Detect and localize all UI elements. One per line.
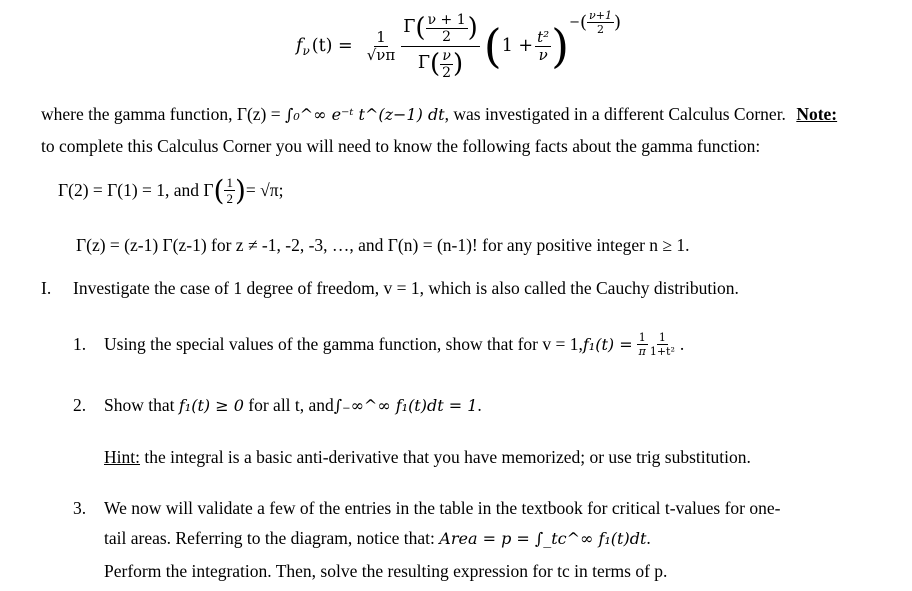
item-3-number: 3. — [73, 498, 87, 518]
formula-lhs-arg: (t) = — [311, 36, 353, 56]
item-1-f2-den: 1+t² — [649, 344, 675, 358]
item-1-text-a: Using the special values of the gamma function, show that for v = 1, — [104, 333, 583, 354]
gamma-integral-expr: ∫₀^∞ e⁻ᵗ t^(z−1) dt — [285, 105, 445, 124]
gamma-fact-2: Γ(z) = (z-1) Γ(z-1) for z ≠ -1, -2, -3, …, and Γ(n) = (n-1)! for any positive integer n ≥ 1. — [76, 235, 690, 255]
t-squared-over-nu — [535, 27, 551, 64]
item-1-math: f₁(t) = — [582, 334, 633, 354]
fact1-text-a: Γ(2) = Γ(1) = 1, and Γ — [58, 180, 214, 200]
coef-denominator: √νπ — [366, 45, 396, 64]
item-3-line2-a: tail areas. Referring to the diagram, notice that: — [104, 528, 440, 548]
exp-den: 2 — [597, 23, 604, 36]
gamma-symbol-bottom: Γ — [417, 53, 430, 74]
para1-line2: to complete this Calculus Corner you will need to know the following facts about the gamma function: — [41, 136, 761, 156]
item-2-number: 2. — [73, 395, 87, 415]
t2-den: ν — [538, 45, 548, 64]
hint-label: Hint: — [104, 447, 140, 467]
exp-num: ν+1 — [589, 9, 612, 22]
item-3-line1: We now will validate a few of the entries in the table in the textbook for critical t-values for one- — [104, 498, 781, 518]
gamma-bot-den: 2 — [442, 64, 452, 81]
fact1-frac-den: 2 — [226, 191, 233, 206]
note-label: Note: — [796, 104, 838, 124]
item-2-text-b: for all t, and — [243, 395, 334, 415]
coef-numerator: 1 — [376, 27, 386, 46]
item-3-math: Area = p = ∫_tc^∞ f₁(t)dt — [439, 529, 647, 548]
formula-exponent: − ( $\frac{\nu+1}{2}$ ) — [569, 9, 621, 36]
t2-num: t² — [537, 27, 550, 46]
gamma-fact-1: Γ(2) = Γ(1) = 1, and Γ ( $\frac{1}{2}$ ) = √π; — [58, 173, 284, 207]
item-2-text-a: Show that — [104, 395, 179, 415]
exp-sign: − — [569, 15, 581, 30]
item-1-text — [104, 326, 684, 362]
para1-text-a: where the gamma function, Γ(z) = — [41, 104, 285, 124]
formula-one-plus: 1 + — [501, 36, 534, 56]
hint-text: the integral is a basic anti-derivative that you have memorized; or use trig substitution. — [139, 447, 751, 467]
item-3-tail: . — [646, 528, 651, 548]
student-t-density-formula: f ν (t) = $\frac{1}{√\nu\pi}$ Γ ( $\frac{\nu + 1}{2}$ ) Γ ( $\frac{\nu}{2}$ ) ( 1 + $\frac{\text{t²}}{\nu}$ ) − ( $\frac{\nu+1}{2}$ ) — [296, 9, 621, 81]
item-1-f1-den: π — [638, 344, 646, 358]
item-2-math-b: ∫₋∞^∞ f₁(t)dt = 1 — [333, 396, 478, 415]
item-2-math-a: f₁(t) ≥ 0 — [178, 396, 244, 415]
gamma-top-num: ν + 1 — [427, 11, 466, 28]
fact1-text-b: = √π; — [245, 180, 284, 200]
item-2-hint — [104, 447, 751, 468]
section-text: Investigate the case of 1 degree of freedom, v = 1, which is also called the Cauchy distribution. — [73, 278, 739, 298]
gamma-ratio: Γ ( $\frac{\nu + 1}{2}$ ) Γ ( $\frac{\nu}{2}$ ) — [403, 11, 478, 81]
gamma-top-den: 2 — [442, 28, 452, 45]
gamma-symbol-top: Γ — [403, 17, 416, 38]
gamma-bot-num: ν — [442, 47, 451, 64]
item-1-f1-num: 1 — [638, 330, 646, 344]
item-2-text — [104, 395, 482, 416]
item-1-tail: . — [679, 333, 685, 354]
formula-lhs: f — [296, 36, 303, 56]
formula-coefficient — [365, 27, 398, 64]
item-1-number: 1. — [73, 334, 87, 354]
section-numeral: I. — [41, 278, 52, 298]
gamma-definition-line — [41, 104, 837, 125]
item-2-tail: . — [477, 395, 482, 415]
formula-lhs-sub: ν — [302, 44, 310, 58]
item-1-f2-num: 1 — [658, 330, 666, 344]
para1-text-b: , was investigated in a different Calculus Corner. — [444, 104, 786, 124]
item-3-line2 — [104, 528, 651, 549]
fact1-frac-num: 1 — [226, 175, 233, 190]
item-3-line3: Perform the integration. Then, solve the resulting expression for tc in terms of p. — [104, 561, 668, 581]
